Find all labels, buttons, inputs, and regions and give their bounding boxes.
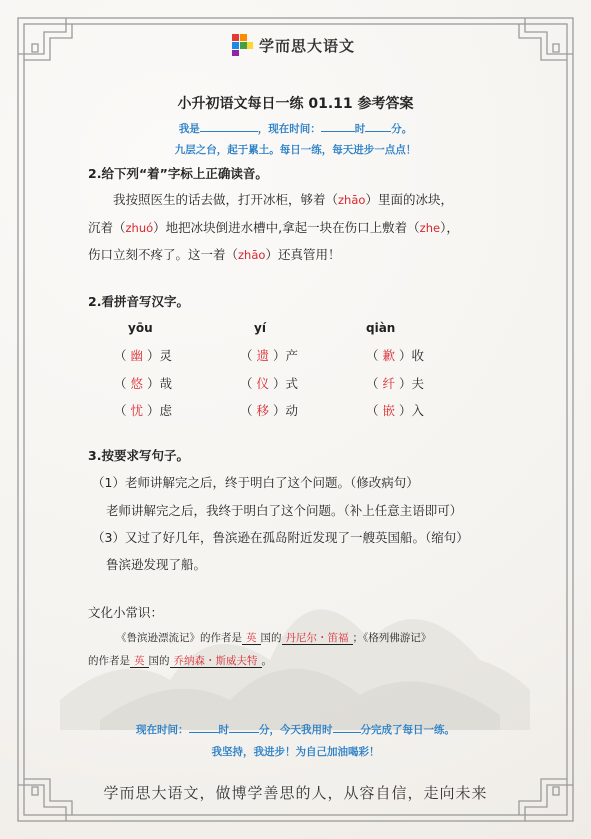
footer-encouragement: 我坚持，我进步！为自己加油喝彩！ (211, 746, 380, 758)
section-title-pinyin: 2.看拼音写汉字。 (88, 294, 189, 309)
word-cell: （ 移 ）动 (240, 403, 298, 418)
footer-duration-blank[interactable] (333, 721, 361, 733)
brand-logo (232, 34, 355, 56)
section-title-knowledge: 文化小常识： (88, 605, 164, 620)
question-2: （3）又过了好几年，鲁滨逊在孤岛附近发现了一艘英国船。（缩句） (92, 530, 469, 545)
word-cell: （ 悠 ）哉 (114, 376, 172, 391)
word-cell: （ 仪 ）式 (240, 376, 298, 391)
word-cell: （ 纤 ）夫 (366, 376, 424, 391)
header-label-name: 我是 (178, 123, 200, 135)
answer-1: 老师讲解完之后，我终于明白了这个问题。（补上任意主语即可） (106, 503, 463, 518)
minute-blank[interactable] (365, 120, 391, 132)
footer-minute-blank[interactable] (229, 721, 259, 733)
header-label-hour: 时 (354, 123, 366, 135)
answer-zhao-1: zhāo (338, 193, 366, 207)
pinyin-qian: qiàn (366, 321, 396, 335)
pinyin-you: yōu (128, 321, 153, 335)
answer-zhuo: zhuó (125, 221, 154, 235)
answer-zhe: zhe (419, 221, 441, 235)
page-title: 小升初语文每日一练 01.11 参考答案 (177, 96, 414, 112)
footer-hour-blank[interactable] (189, 721, 219, 733)
header-label-time: ，现在时间： (257, 123, 321, 135)
pinyin-yi: yí (254, 321, 266, 335)
name-blank[interactable] (200, 120, 258, 132)
answer-2: 鲁滨逊发现了船。 (106, 557, 207, 572)
section-title-sentences: 3.按要求写句子。 (88, 448, 189, 463)
section-title-pronunciation: 2.给下列“着”字标上正确读音。 (88, 166, 268, 181)
answer-zhao-2: zhāo (238, 248, 266, 262)
footer-motto: 学而思大语文，做博学善思的人，从容自信，走向未来 (103, 784, 488, 802)
header-fill-line (0, 120, 591, 136)
knowledge-line-2: 的作者是 英 国的 乔纳森・斯威夫特 。 (88, 655, 272, 667)
hour-blank[interactable] (321, 120, 355, 132)
answer-country-2: 英 (130, 655, 149, 668)
word-cell: （ 歉 ）收 (366, 348, 424, 363)
word-cell: （ 遗 ）产 (240, 348, 298, 363)
knowledge-line-1: 《鲁滨逊漂流记》的作者是 英 国的 丹尼尔・笛福 ；《格列佛游记》 (116, 632, 432, 644)
pronunciation-passage: 我按照医生的话去做，打开冰柜，够着（zhāo）里面的冰块， (113, 192, 453, 207)
header-slogan: 九层之台，起于累土。每日一练，每天进步一点点！ (174, 144, 417, 156)
answer-author-2: 乔纳森・斯威夫特 (170, 655, 262, 668)
word-cell: （ 幽 ）灵 (114, 348, 172, 363)
word-cell: （ 嵌 ）入 (366, 403, 424, 418)
answer-country-1: 英 (242, 632, 261, 645)
question-1: （1）老师讲解完之后，终于明白了这个问题。（修改病句） (92, 475, 419, 490)
brand-name: 学而思大语文 (259, 36, 356, 55)
footer-time-line: 现在时间： 时 分，今天我用时 分完成了每日一练。 (0, 721, 591, 737)
answer-author-1: 丹尼尔・笛福 (282, 632, 353, 645)
brand-mark-icon (232, 34, 254, 56)
pronunciation-passage-line2: 沉着（zhuó）地把冰块倒进水槽中,拿起一块在伤口上敷着（zhe）， (88, 220, 459, 235)
word-cell: （ 忧 ）虑 (114, 403, 172, 418)
header-label-minute: 分。 (391, 123, 413, 135)
pronunciation-passage-line3: 伤口立刻不疼了。这一着（zhāo）还真管用！ (88, 247, 341, 262)
